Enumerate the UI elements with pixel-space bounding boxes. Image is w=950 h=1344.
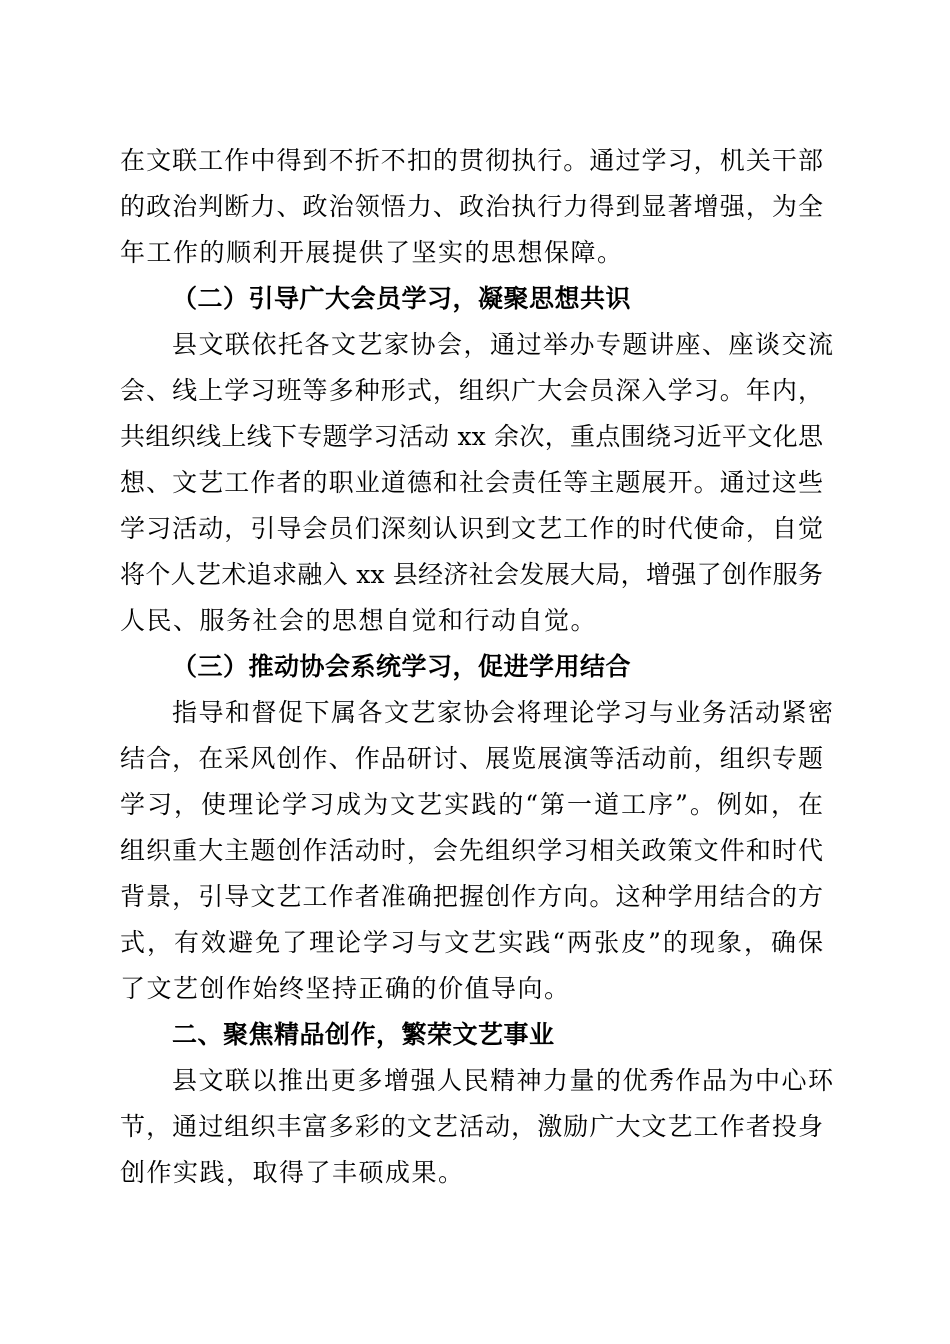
body-line: 想、文艺工作者的职业道德和社会责任等主题展开。通过这些 (120, 468, 823, 497)
chapter-heading-2: 二、聚焦精品创作，繁荣文艺事业 (172, 1020, 555, 1049)
body-line: 节，通过组织丰富多彩的文艺活动，激励广大文艺工作者投身 (120, 1112, 823, 1141)
body-line: 了文艺创作始终坚持正确的价值导向。 (120, 974, 571, 1003)
body-line: 组织重大主题创作活动时，会先组织学习相关政策文件和时代 (120, 836, 823, 865)
body-line: 的政治判断力、政治领悟力、政治执行力得到显著增强，为全 (120, 192, 823, 221)
body-line: 县文联依托各文艺家协会，通过举办专题讲座、座谈交流 (172, 330, 835, 359)
body-line: 结合，在采风创作、作品研讨、展览展演等活动前，组织专题 (120, 744, 823, 773)
body-line: 指导和督促下属各文艺家协会将理论学习与业务活动紧密 (172, 698, 835, 727)
body-line: 式，有效避免了理论学习与文艺实践“两张皮”的现象，确保 (120, 928, 823, 957)
body-line: 在文联工作中得到不折不扣的贯彻执行。通过学习，机关干部 (120, 146, 823, 175)
body-line: 共组织线上线下专题学习活动 xx 余次，重点围绕习近平文化思 (120, 422, 823, 451)
body-line: 人民、服务社会的思想自觉和行动自觉。 (120, 606, 598, 635)
body-line: 县文联以推出更多增强人民精神力量的优秀作品为中心环 (172, 1066, 835, 1095)
body-line: 背景，引导文艺工作者准确把握创作方向。这种学用结合的方 (120, 882, 823, 911)
section-heading-3: （三）推动协会系统学习，促进学用结合 (172, 652, 632, 681)
body-line: 创作实践，取得了丰硕成果。 (120, 1158, 465, 1187)
body-line: 学习活动，引导会员们深刻认识到文艺工作的时代使命，自觉 (120, 514, 823, 543)
body-line: 学习，使理论学习成为文艺实践的“第一道工序”。例如，在 (120, 790, 823, 819)
body-line: 会、线上学习班等多种形式，组织广大会员深入学习。年内， (120, 376, 823, 405)
body-line: 将个人艺术追求融入 xx 县经济社会发展大局，增强了创作服务 (120, 560, 823, 589)
section-heading-2: （二）引导广大会员学习，凝聚思想共识 (172, 284, 632, 313)
body-line: 年工作的顺利开展提供了坚实的思想保障。 (120, 238, 624, 267)
